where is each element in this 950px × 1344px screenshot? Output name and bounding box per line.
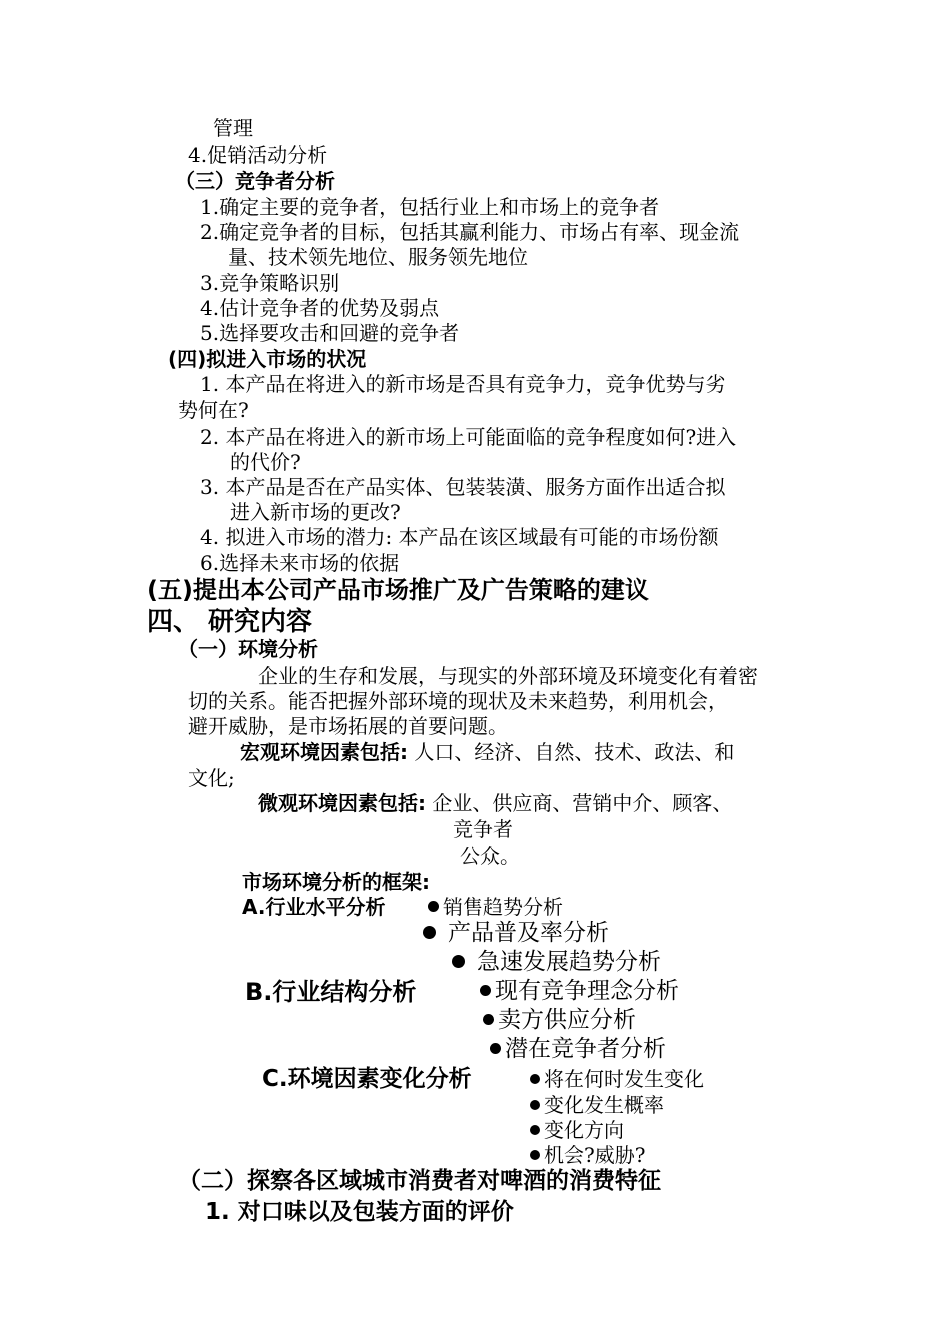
subsection-heading: 1. 对口味以及包装方面的评价: [205, 1199, 514, 1225]
bullet-icon: [530, 1125, 540, 1135]
text-line: 切的关系。能否把握外部环境的现状及未来趋势，利用机会，: [188, 689, 728, 713]
bullet-icon: [530, 1150, 540, 1160]
framework-b-label: B.行业结构分析: [245, 978, 417, 1006]
text-line: 进入新市场的更改?: [230, 500, 401, 524]
bullet-item: 将在何时发生变化: [530, 1069, 704, 1089]
text-line: 企业的生存和发展，与现实的外部环境及环境变化有着密: [258, 664, 758, 688]
bullet-item: 销售趋势分析: [428, 897, 563, 917]
framework-c-label: C.环境因素变化分析: [262, 1066, 472, 1092]
bullet-item: 卖方供应分析: [483, 1009, 636, 1032]
micro-value: 企业、供应商、营销中介、顾客、: [426, 791, 733, 815]
section-heading: （三）竞争者分析: [175, 169, 335, 193]
text-line: [258, 793, 732, 813]
text-line: 文化;: [188, 766, 235, 790]
bullet-icon: [452, 955, 465, 968]
bullet-item: 变化发生概率: [530, 1095, 664, 1115]
text-line: 管理: [213, 116, 253, 140]
chapter-heading: 四、 研究内容: [147, 607, 313, 637]
framework-title: 市场环境分析的框架:: [242, 870, 430, 894]
bullet-item: 现有竞争理念分析: [480, 980, 679, 1003]
bullet-item: 机会?威胁?: [530, 1145, 645, 1165]
bullet-item: 急速发展趋势分析: [452, 951, 661, 974]
text-line: 量、技术领先地位、服务领先地位: [228, 245, 528, 269]
framework-a-label: A.行业水平分析: [242, 895, 386, 919]
bullet-item: 产品普及率分析: [423, 922, 609, 945]
text-line: 避开威胁，是市场拓展的首要问题。: [188, 714, 508, 738]
text-line: 3.竞争策略识别: [200, 271, 340, 295]
bullet-icon: [490, 1043, 501, 1054]
text-line: 2.确定竞争者的目标，包括其赢利能力、市场占有率、现金流: [200, 220, 740, 244]
text-line: 3. 本产品是否在产品实体、包装装潢、服务方面作出适合拟: [200, 475, 726, 499]
text-line: 竞争者: [453, 817, 513, 841]
bullet-icon: [530, 1074, 540, 1084]
bullet-icon: [423, 926, 436, 939]
text-line: 公众。: [460, 844, 520, 868]
section-heading: (四)拟进入市场的状况: [168, 347, 367, 371]
bullet-item: 变化方向: [530, 1120, 624, 1140]
text-line: 势何在?: [178, 398, 249, 422]
bullet-icon: [428, 901, 439, 912]
text-line: [240, 742, 734, 762]
text-line: 6.选择未来市场的依据: [200, 551, 400, 575]
section-heading: (五)提出本公司产品市场推广及广告策略的建议: [147, 576, 649, 604]
text-line: 1. 本产品在将进入的新市场是否具有竞争力，竞争优势与劣: [200, 372, 726, 396]
text-line: 4.促销活动分析: [188, 143, 328, 167]
bullet-item: 潜在竞争者分析: [490, 1038, 666, 1061]
bullet-icon: [530, 1100, 540, 1110]
text-line: 4.估计竞争者的优势及弱点: [200, 296, 440, 320]
text-line: 的代价?: [230, 450, 301, 474]
section-heading: （一）环境分析: [178, 637, 318, 661]
text-line: 4. 拟进入市场的潜力: 本产品在该区域最有可能的市场份额: [200, 525, 719, 549]
micro-label: 微观环境因素包括:: [258, 791, 426, 815]
bullet-icon: [480, 985, 491, 996]
macro-value: 人口、经济、自然、技术、政法、和: [408, 740, 735, 764]
text-line: 5.选择要攻击和回避的竞争者: [200, 321, 460, 345]
section-heading: （二）探察各区域城市消费者对啤酒的消费特征: [178, 1168, 661, 1194]
text-line: 1.确定主要的竞争者，包括行业上和市场上的竞争者: [200, 195, 660, 219]
text-line: 2. 本产品在将进入的新市场上可能面临的竞争程度如何?进入: [200, 425, 737, 449]
macro-label: 宏观环境因素包括:: [240, 740, 408, 764]
bullet-icon: [483, 1014, 494, 1025]
